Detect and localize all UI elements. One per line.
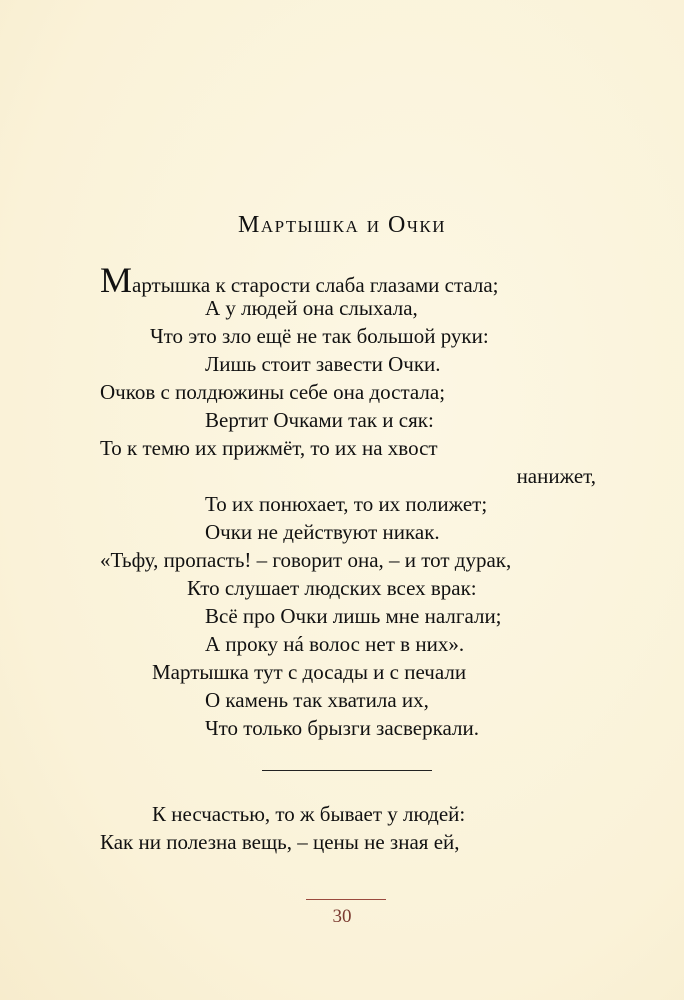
moral-line-1: К несчастью, то ж бывает у людей:: [152, 802, 466, 826]
poem-line-1: [100, 260, 499, 300]
poem-line-7: То к темю их прижмёт, то их на хвост: [100, 436, 438, 460]
poem-line-6: Вертит Очками так и сяк:: [205, 408, 434, 432]
poem-line-11: Кто слушает людских всех врак:: [187, 576, 477, 600]
page-number: 30: [332, 906, 352, 927]
poem-line-16: Что только брызги засверкали.: [205, 716, 479, 740]
poem-line-5: Очков с полдюжины себе она достала;: [100, 380, 446, 404]
footer-rule: [306, 899, 386, 900]
poem-line-9: Очки не действуют никак.: [205, 520, 440, 544]
poem-line-2: А у людей она слыхала,: [205, 296, 418, 320]
poem-line-10: «Тьфу, пропасть! – говорит она, – и тот дурак,: [100, 548, 512, 572]
poem-title: Мартышка и Очки: [237, 212, 447, 238]
poem-line-15: О камень так хватила их,: [205, 688, 429, 712]
poem-line-4: Лишь стоит завести Очки.: [205, 352, 441, 376]
drop-cap: М: [100, 260, 133, 300]
poem-line-14: Мартышка тут с досады и с печали: [152, 660, 467, 684]
poem-line-3: Что это зло ещё не так большой руки:: [150, 324, 489, 348]
moral-line-2: Как ни полезна вещь, – цены не зная ей,: [100, 830, 460, 854]
poem-line-12: Всё про Очки лишь мне налгали;: [205, 604, 502, 628]
poem-line-7-continuation: нанижет,: [516, 464, 596, 488]
poem-line-13: А проку нá волос нет в них».: [205, 632, 465, 656]
section-divider: [262, 770, 432, 771]
poem-line-8: То их понюхает, то их полижет;: [205, 492, 488, 516]
poem-line-1-text: артышка к старости слаба глазами стала;: [132, 273, 499, 297]
